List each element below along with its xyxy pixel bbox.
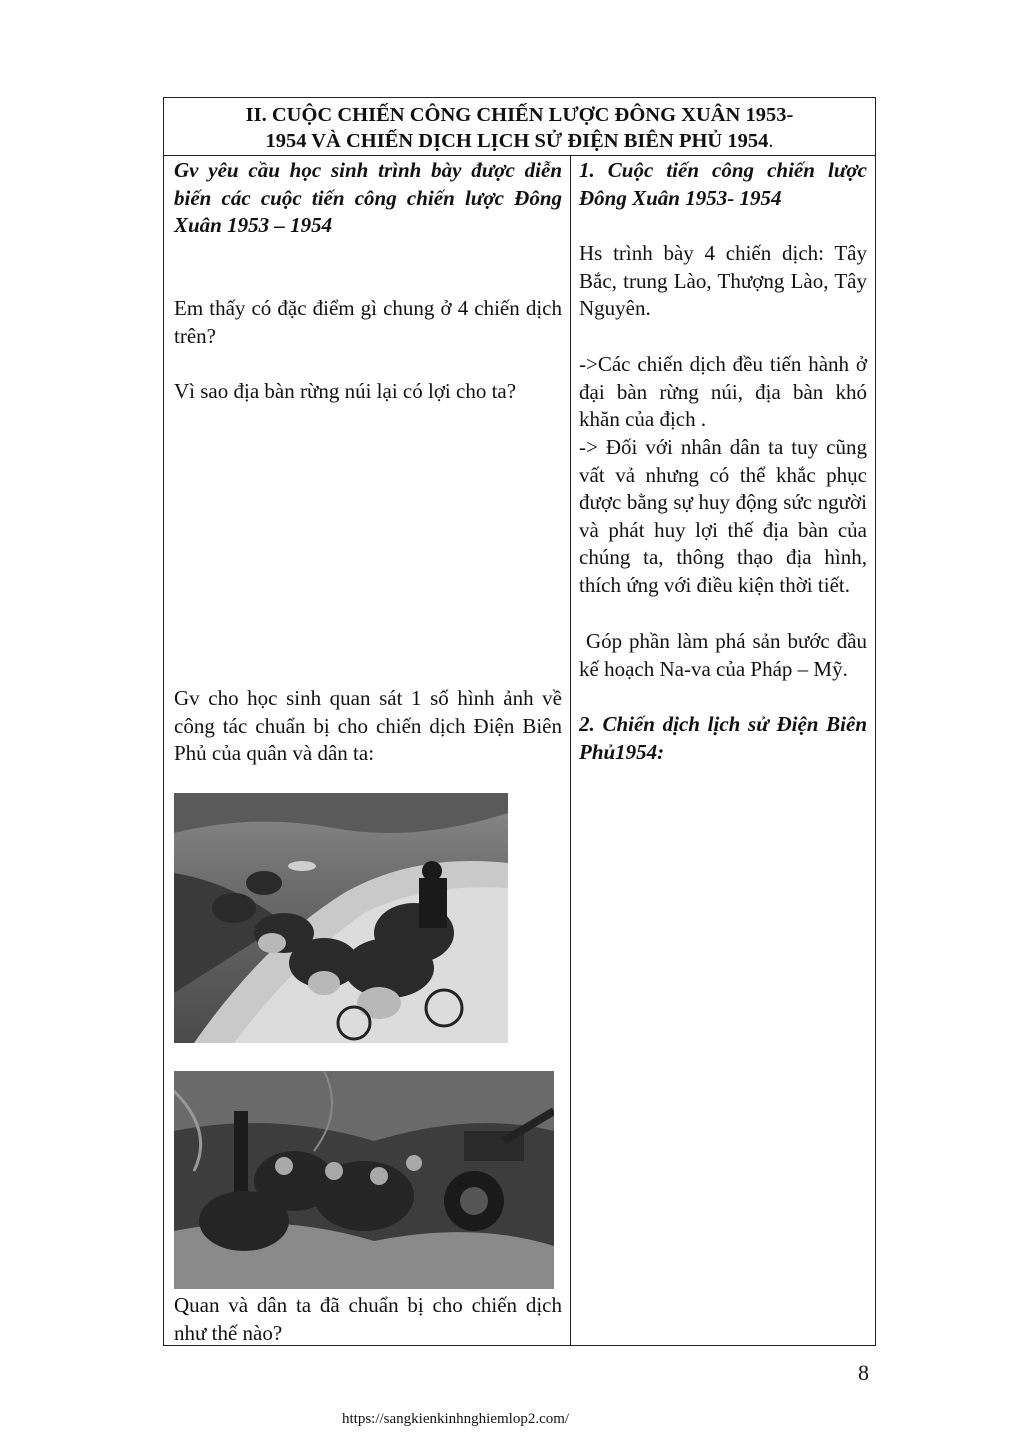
heading-dong-xuan: 1. Cuộc tiến công chiến lược Đông Xuân 1953- 1954 bbox=[579, 158, 867, 210]
photo-artillery-pulling-image bbox=[174, 1071, 554, 1289]
column-divider bbox=[570, 156, 571, 1345]
question-preparation: Quan và dân ta đã chuẩn bị cho chiến dịch như thế nào? bbox=[174, 1293, 562, 1345]
heading-dien-bien-phu: 2. Chiến dịch lịch sử Điện Biên Phủ1954: bbox=[579, 712, 867, 764]
answer-common-features: ->Các chiến dịch đều tiến hành ở đại bàn rừng núi, địa bàn khó khăn của địch . bbox=[579, 352, 867, 432]
lesson-table bbox=[163, 97, 876, 1346]
section-title bbox=[164, 98, 875, 156]
section-title-period: . bbox=[768, 130, 774, 152]
photo-bicycle-supply bbox=[174, 793, 508, 1043]
question-terrain-advantage: Vì sao địa bàn rừng núi lại có lợi cho ta? bbox=[174, 379, 517, 403]
answer-terrain-advantage: -> Đối với nhân dân ta tuy cũng vất vả nhưng có thể khắc phục được bằng sự huy động sức người và phát huy lợi thế địa bàn của chúng ta, thông thạo địa hình, thích ứng với điều kiện thời tiết. bbox=[579, 435, 867, 597]
teacher-show-images: Gv cho học sinh quan sát 1 số hình ảnh về công tác chuẩn bị cho chiến dịch Điện Biên Phủ của quân và dân ta: bbox=[174, 686, 562, 766]
question-common-features: Em thấy có đặc điểm gì chung ở 4 chiến dịch trên? bbox=[174, 296, 562, 348]
section-title-line1: II. CUỘC CHIẾN CÔNG CHIẾN LƯỢC ĐÔNG XUÂN 1953- bbox=[245, 104, 794, 126]
section-title-line2: 1954 VÀ CHIẾN DỊCH LỊCH SỬ ĐIỆN BIÊN PHỦ 1954 bbox=[265, 130, 769, 152]
teacher-task: Gv yêu cầu học sinh trình bày được diễn biến các cuộc tiến công chiến lược Đông Xuân 1953 – 1954 bbox=[174, 158, 562, 238]
photo-artillery-pulling bbox=[174, 1071, 554, 1289]
answer-four-campaigns: Hs trình bày 4 chiến dịch: Tây Bắc, trung Lào, Thượng Lào, Tây Nguyên. bbox=[579, 241, 867, 321]
page-number: 8 bbox=[858, 1360, 869, 1385]
footer-url[interactable]: https://sangkienkinhnghiemlop2.com/ bbox=[342, 1411, 570, 1427]
section-title-line2-wrap bbox=[164, 128, 875, 154]
photo-bicycle-supply-image bbox=[174, 793, 508, 1043]
answer-result: Góp phần làm phá sản bước đầu kế hoạch Na-va của Pháp – Mỹ. bbox=[579, 629, 873, 681]
